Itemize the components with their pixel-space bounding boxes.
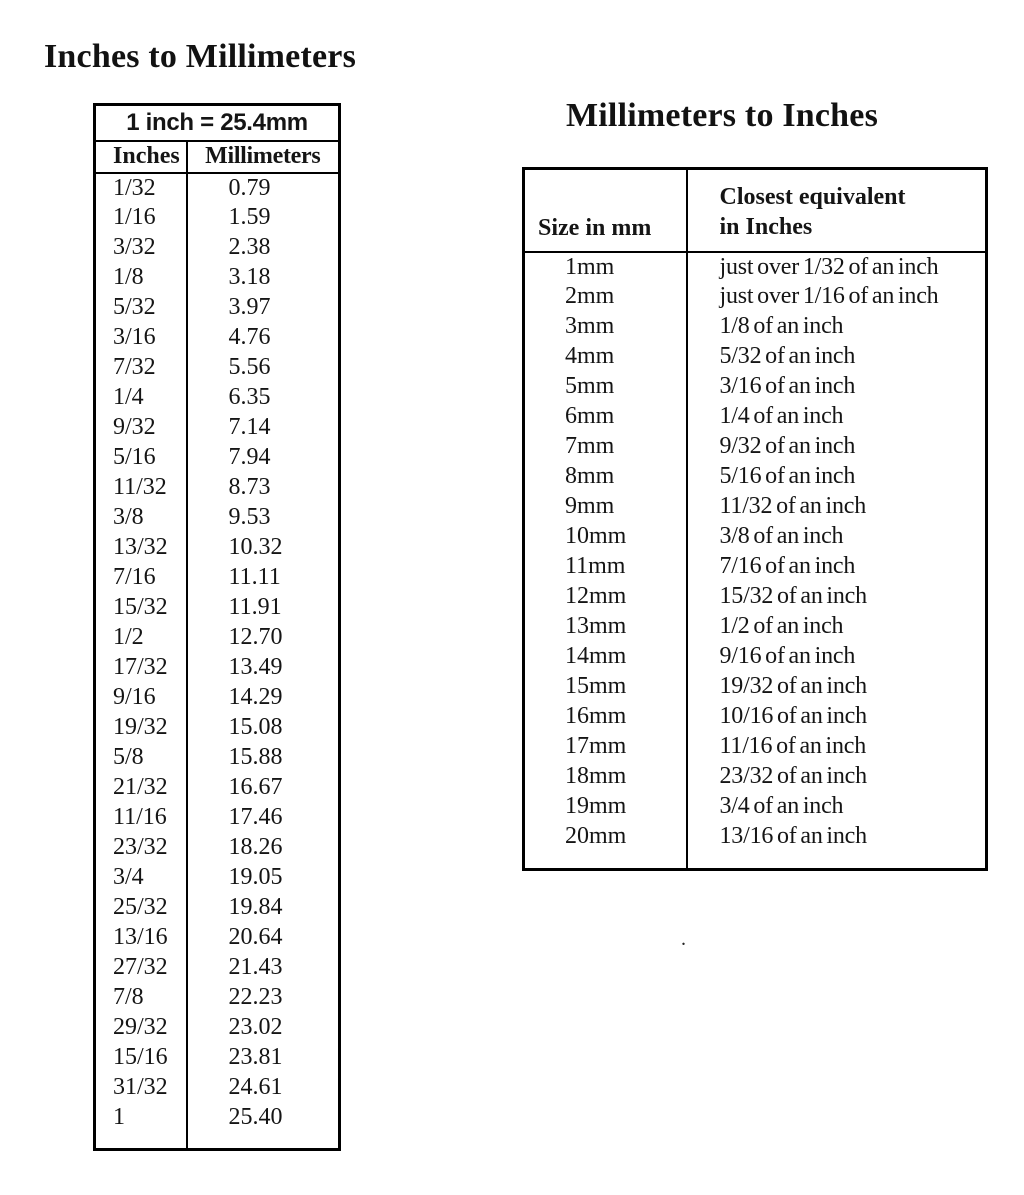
inches-table-body (95, 173, 340, 1133)
table-row (95, 263, 340, 293)
table-row (524, 582, 987, 612)
table-row (95, 413, 340, 443)
millimeters-value-cell: 5.56 (187, 353, 340, 383)
millimeters-value-cell: 23.02 (187, 1013, 340, 1043)
millimeters-value-cell: 10.32 (187, 533, 340, 563)
mm-size-cell: 8mm (565, 463, 615, 489)
table-row (95, 173, 340, 203)
inches-value-cell: 1/16 (113, 204, 156, 230)
table-row (95, 203, 340, 233)
table-row (95, 683, 340, 713)
inches-value-cell: 5/8 (113, 744, 144, 770)
inch-equivalent-cell: 3/8 of an inch (687, 522, 987, 552)
table-row (95, 713, 340, 743)
mm-size-cell: 1mm (565, 253, 615, 280)
inch-equivalent-cell: 5/32 of an inch (687, 342, 987, 372)
table-row (95, 773, 340, 803)
millimeters-value-cell: 23.81 (187, 1043, 340, 1073)
inches-value-cell: 7/32 (113, 354, 156, 380)
inches-value-cell: 23/32 (113, 834, 168, 860)
inches-value-cell: 1/32 (113, 174, 156, 201)
millimeters-value-cell: 11.91 (187, 593, 340, 623)
millimeters-value-cell: 9.53 (187, 503, 340, 533)
inch-equivalent-cell: 19/32 of an inch (687, 672, 987, 702)
table-row (95, 923, 340, 953)
inch-equivalent-cell: just over 1/16 of an inch (687, 282, 987, 312)
table-row (95, 141, 340, 173)
table-row (95, 1013, 340, 1043)
inch-equivalent-cell: just over 1/32 of an inch (687, 252, 987, 282)
inches-value-cell: 13/16 (113, 924, 168, 950)
millimeters-value-cell: 15.88 (187, 743, 340, 773)
inches-value-cell: 1/2 (113, 624, 144, 650)
table-row (524, 492, 987, 522)
spacer-cell (524, 852, 687, 870)
inch-equivalent-cell: 3/16 of an inch (687, 372, 987, 402)
inches-value-cell: 3/16 (113, 324, 156, 350)
inches-value-cell: 9/16 (113, 684, 156, 710)
mm-size-cell: 5mm (565, 373, 615, 399)
closest-equivalent-line2: in Inches (719, 213, 813, 240)
inches-value-cell: 9/32 (113, 414, 156, 440)
inch-equivalent-cell: 1/8 of an inch (687, 312, 987, 342)
inch-equivalent-cell: 3/4 of an inch (687, 792, 987, 822)
millimeters-value-cell: 21.43 (187, 953, 340, 983)
mm-size-cell: 18mm (565, 763, 627, 789)
mm-size-cell: 2mm (565, 283, 615, 309)
inches-value-cell: 11/32 (113, 474, 167, 500)
table-row (95, 353, 340, 383)
inch-equivalent-cell: 11/16 of an inch (687, 732, 987, 762)
inches-value-cell: 1/8 (113, 264, 144, 290)
table-row (95, 293, 340, 323)
inches-to-mm-title: Inches to Millimeters (44, 38, 357, 75)
millimeters-value-cell: 24.61 (187, 1073, 340, 1103)
mm-size-cell: 20mm (565, 823, 627, 849)
inch-equivalent-cell: 23/32 of an inch (687, 762, 987, 792)
table-row (95, 983, 340, 1013)
inches-value-cell: 3/8 (113, 504, 144, 530)
table-row (95, 953, 340, 983)
mm-size-cell: 3mm (565, 313, 615, 339)
mm-size-cell: 11mm (565, 553, 626, 579)
table-row (524, 672, 987, 702)
mm-size-cell: 13mm (565, 613, 627, 639)
inch-equivalent-cell: 9/32 of an inch (687, 432, 987, 462)
millimeters-value-cell: 0.79 (187, 173, 340, 203)
millimeters-value-cell: 25.40 (187, 1103, 340, 1133)
table-row (95, 1103, 340, 1133)
table-row (524, 372, 987, 402)
stray-period-mark: . (681, 928, 686, 950)
millimeters-value-cell: 13.49 (187, 653, 340, 683)
table-row (524, 252, 987, 282)
millimeters-value-cell: 1.59 (187, 203, 340, 233)
table-row (95, 503, 340, 533)
table-row (95, 623, 340, 653)
closest-equivalent-column-header (687, 169, 987, 252)
mm-to-inches-table (522, 167, 988, 871)
table-row (95, 323, 340, 353)
spacer-cell (187, 1133, 340, 1150)
millimeters-value-cell: 19.84 (187, 893, 340, 923)
table-spacer-row (95, 1133, 340, 1150)
inches-to-mm-table (93, 103, 341, 1151)
mm-table-body (524, 252, 987, 852)
size-in-mm-column-header: Size in mm (524, 169, 687, 252)
table-row (524, 169, 987, 252)
millimeters-value-cell: 4.76 (187, 323, 340, 353)
inch-equivalent-cell: 5/16 of an inch (687, 462, 987, 492)
mm-size-cell: 10mm (565, 523, 627, 549)
closest-equivalent-line1: Closest equivalent (719, 183, 906, 210)
table-row (524, 702, 987, 732)
table-row (95, 233, 340, 263)
table-row (524, 762, 987, 792)
inches-value-cell: 1/4 (113, 384, 144, 410)
conversion-factor-header: 1 inch = 25.4mm (95, 105, 340, 141)
millimeters-value-cell: 3.18 (187, 263, 340, 293)
inch-equivalent-cell: 9/16 of an inch (687, 642, 987, 672)
millimeters-value-cell: 11.11 (187, 563, 340, 593)
table-row (524, 282, 987, 312)
mm-size-cell: 17mm (565, 733, 627, 759)
table-row (524, 402, 987, 432)
inches-value-cell: 29/32 (113, 1014, 168, 1040)
table-row (524, 642, 987, 672)
table-row (95, 743, 340, 773)
table-row (95, 863, 340, 893)
millimeters-value-cell: 2.38 (187, 233, 340, 263)
inches-value-cell: 11/16 (113, 804, 167, 830)
millimeters-value-cell: 14.29 (187, 683, 340, 713)
inches-value-cell: 25/32 (113, 894, 168, 920)
table-row (95, 383, 340, 413)
inch-equivalent-cell: 10/16 of an inch (687, 702, 987, 732)
mm-size-cell: 12mm (565, 583, 627, 609)
millimeters-value-cell: 7.14 (187, 413, 340, 443)
inches-value-cell: 17/32 (113, 654, 168, 680)
table-row (95, 1043, 340, 1073)
table-spacer-row (524, 852, 987, 870)
mm-to-inches-title: Millimeters to Inches (566, 97, 879, 134)
inch-equivalent-cell: 7/16 of an inch (687, 552, 987, 582)
millimeters-value-cell: 8.73 (187, 473, 340, 503)
table-row (95, 893, 340, 923)
mm-size-cell: 14mm (565, 643, 627, 669)
spacer-cell (95, 1133, 187, 1150)
inches-value-cell: 7/8 (113, 984, 144, 1010)
millimeters-value-cell: 20.64 (187, 923, 340, 953)
millimeters-value-cell: 16.67 (187, 773, 340, 803)
table-row (524, 432, 987, 462)
table-row (95, 443, 340, 473)
table-row (95, 803, 340, 833)
table-row (95, 473, 340, 503)
inches-value-cell: 15/32 (113, 594, 168, 620)
table-row (95, 105, 340, 141)
table-row (524, 462, 987, 492)
inches-value-cell: 15/16 (113, 1044, 168, 1070)
table-row (95, 653, 340, 683)
inch-equivalent-cell: 15/32 of an inch (687, 582, 987, 612)
mm-size-cell: 19mm (565, 793, 627, 819)
millimeters-value-cell: 18.26 (187, 833, 340, 863)
table-row (95, 1073, 340, 1103)
inches-value-cell: 27/32 (113, 954, 168, 980)
millimeters-value-cell: 15.08 (187, 713, 340, 743)
millimeters-value-cell: 22.23 (187, 983, 340, 1013)
inches-value-cell: 31/32 (113, 1074, 168, 1100)
inches-value-cell: 3/32 (113, 234, 156, 260)
inches-value-cell: 5/32 (113, 294, 156, 320)
inch-equivalent-cell: 1/4 of an inch (687, 402, 987, 432)
millimeters-column-header: Millimeters (187, 141, 340, 173)
inches-value-cell: 13/32 (113, 534, 168, 560)
millimeters-value-cell: 17.46 (187, 803, 340, 833)
inch-equivalent-cell: 13/16 of an inch (687, 822, 987, 852)
inches-value-cell: 3/4 (113, 864, 144, 890)
inches-value-cell: 19/32 (113, 714, 168, 740)
table-row (95, 533, 340, 563)
table-row (524, 732, 987, 762)
table-row (524, 522, 987, 552)
table-row (95, 833, 340, 863)
table-row (95, 563, 340, 593)
inches-value-cell: 5/16 (113, 444, 156, 470)
mm-size-cell: 15mm (565, 673, 627, 699)
mm-size-cell: 9mm (565, 493, 615, 519)
table-row (524, 552, 987, 582)
inches-column-header: Inches (95, 141, 187, 173)
inches-value-cell: 1 (113, 1104, 125, 1130)
table-row (524, 312, 987, 342)
table-row (524, 612, 987, 642)
inches-value-cell: 21/32 (113, 774, 168, 800)
table-row (95, 593, 340, 623)
mm-size-cell: 7mm (565, 433, 615, 459)
inches-value-cell: 7/16 (113, 564, 156, 590)
mm-size-cell: 4mm (565, 343, 615, 369)
table-row (524, 822, 987, 852)
mm-size-cell: 16mm (565, 703, 627, 729)
millimeters-value-cell: 3.97 (187, 293, 340, 323)
millimeters-value-cell: 19.05 (187, 863, 340, 893)
millimeters-value-cell: 7.94 (187, 443, 340, 473)
inch-equivalent-cell: 1/2 of an inch (687, 612, 987, 642)
spacer-cell (687, 852, 987, 870)
inch-equivalent-cell: 11/32 of an inch (687, 492, 987, 522)
millimeters-value-cell: 6.35 (187, 383, 340, 413)
millimeters-value-cell: 12.70 (187, 623, 340, 653)
table-row (524, 342, 987, 372)
mm-size-cell: 6mm (565, 403, 615, 429)
table-row (524, 792, 987, 822)
